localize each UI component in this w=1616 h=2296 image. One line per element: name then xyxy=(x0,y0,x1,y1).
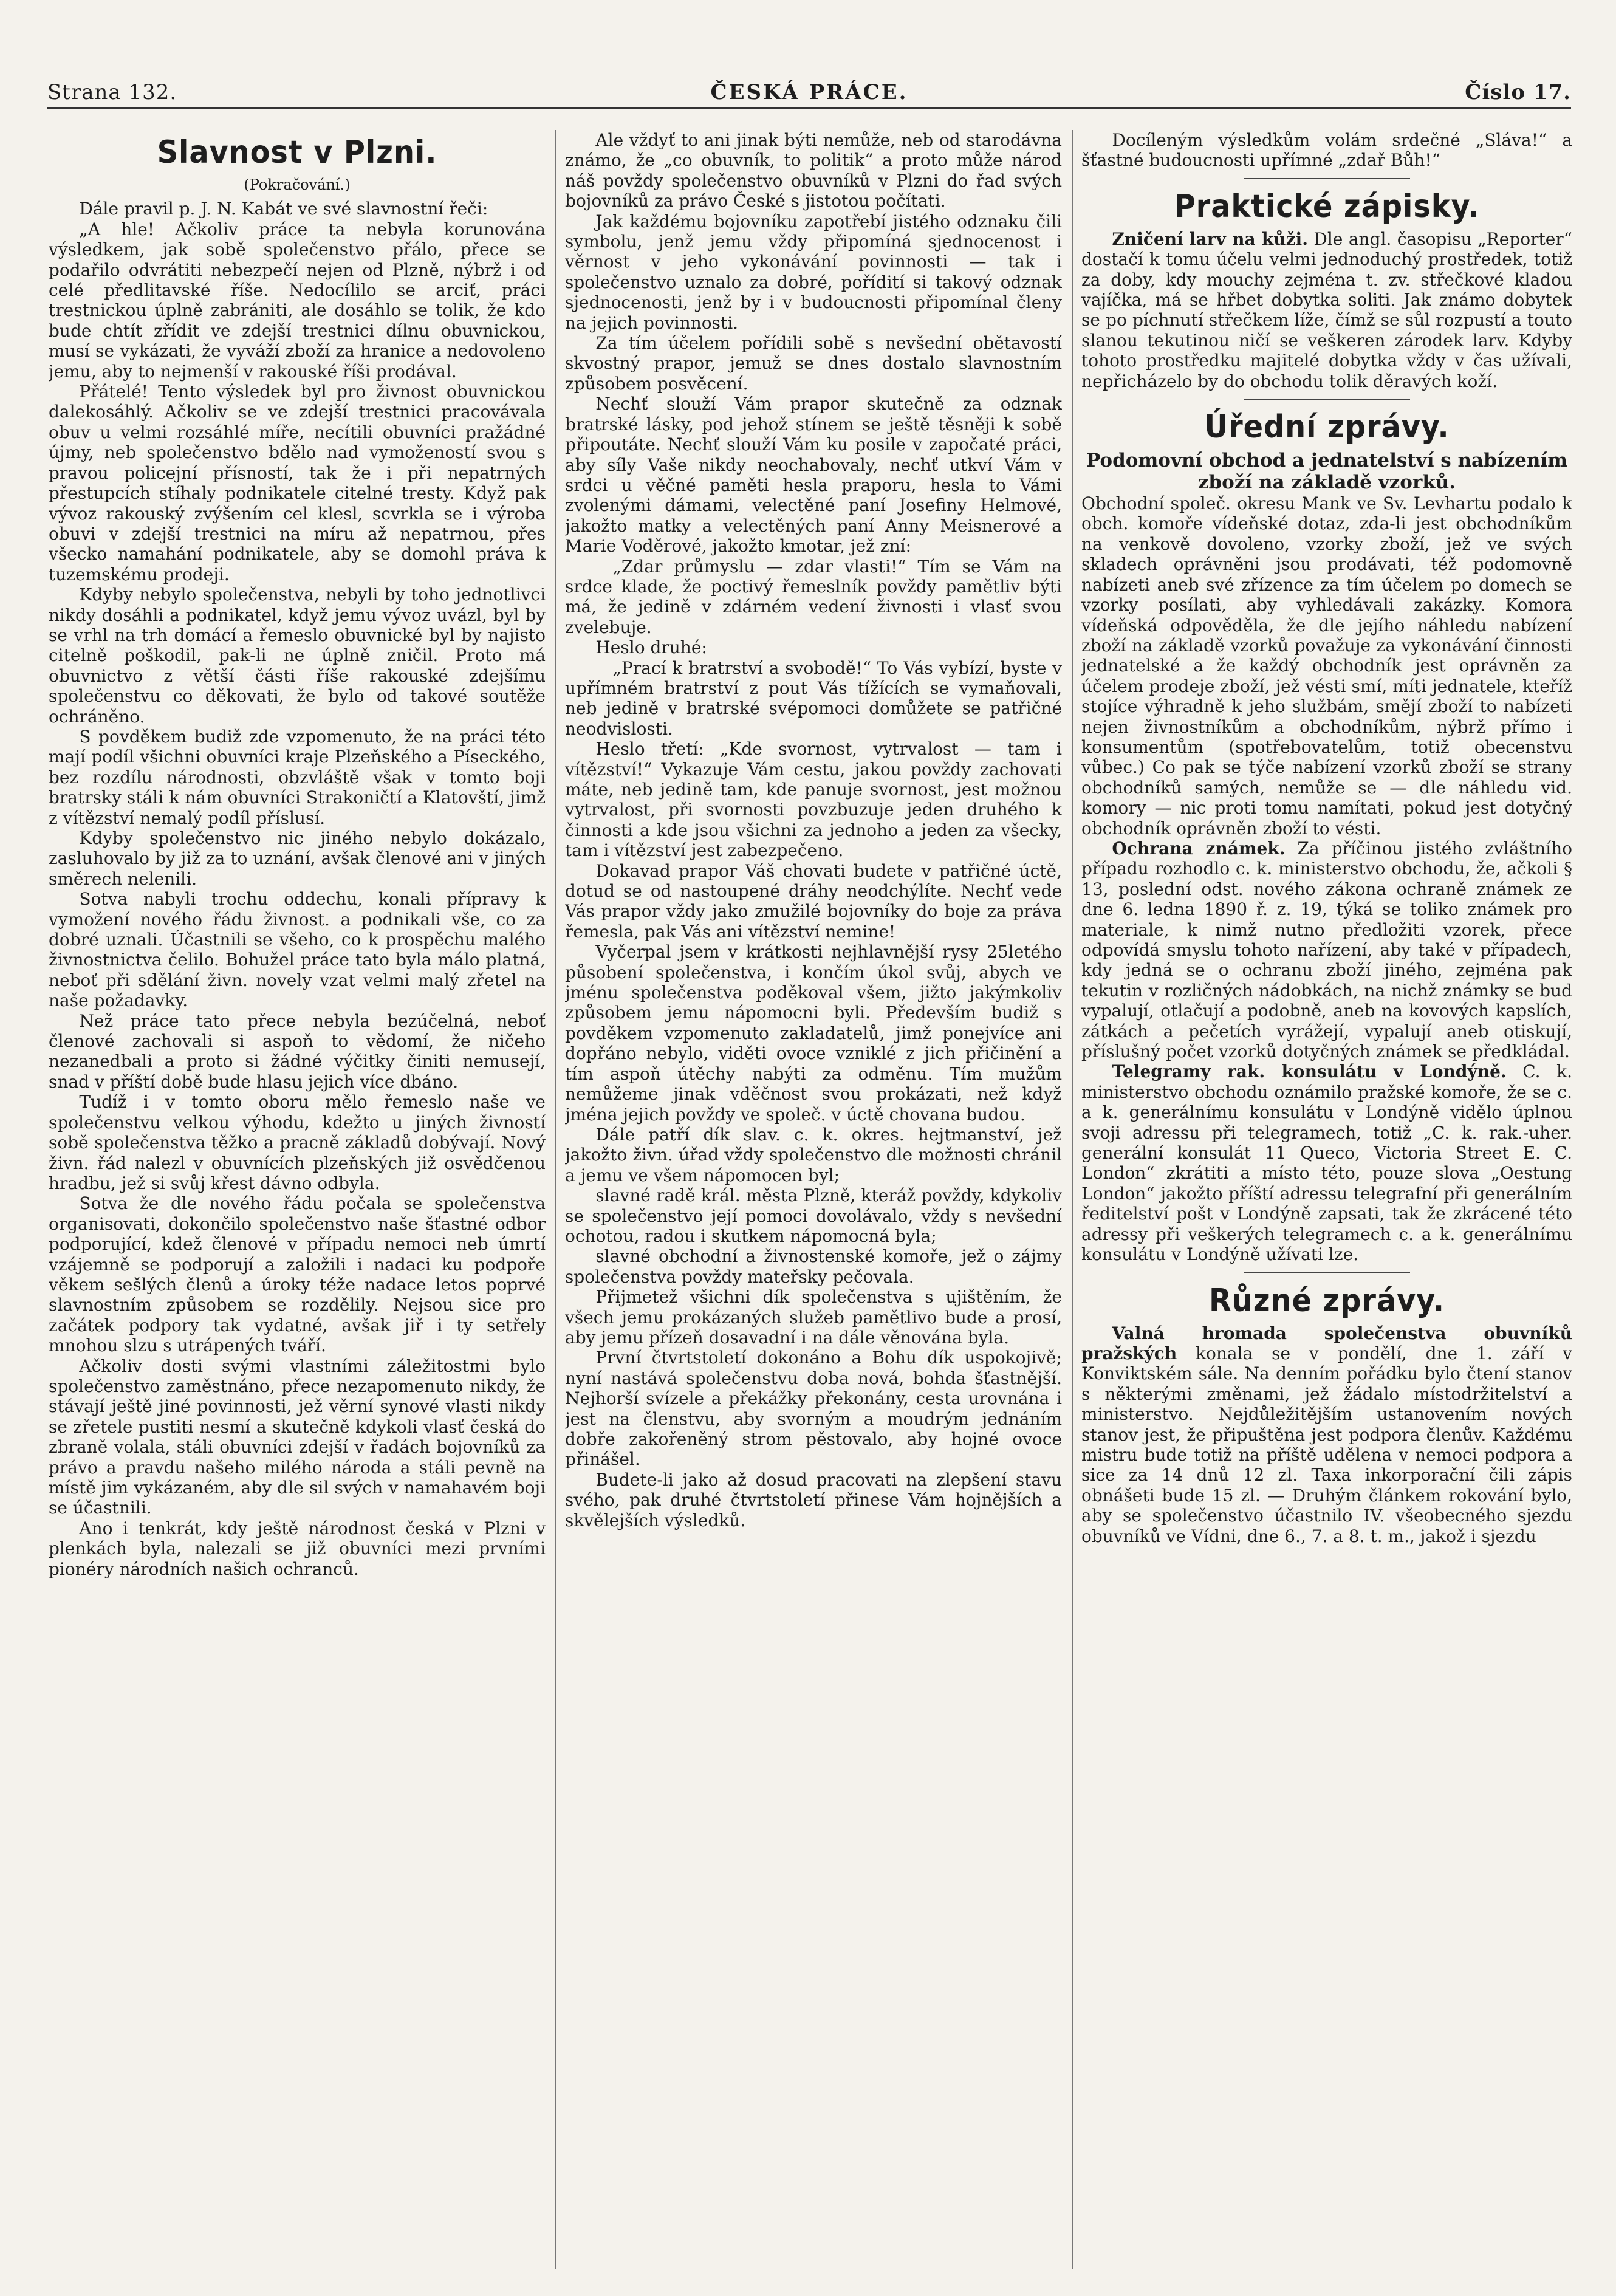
paragraph: Heslo třetí: „Kde svornost, vytrvalost — tam i vítězství!“ Vykazuje Vám cestu, jakou povždy zachovati máte, neb jedině tam, kde panuje svornost, jest možnou vytrvalost, při svornosti povzbuzuje jeden druhého k činnosti a kde jsou všichni za jednoho a jeden za všecky, tam i vítězství jest zabezpečeno. xyxy=(565,739,1062,861)
paragraph: Docíleným výsledkům volám srdečné „Sláva!“ a šťastné budoucnosti upřímné „zdař Bůh!“ xyxy=(1081,130,1572,171)
column-divider xyxy=(1072,130,1073,2269)
column-divider xyxy=(555,130,556,2269)
paragraph: Kdyby nebylo společenstva, nebyli by toho jednotlivci nikdy dosáhli a podnikatel, když jemu vývoz uvázl, byl by se vrhl na trh domácí a řemeslo obuvnické byl by najisto citelně poškodil, pak-li ne úplně zničil. Proto má obuvnictvo z větší části říše rakouské zdejšímu společenstvu co děkovati, že bylo od takové soutěže ochráněno. xyxy=(49,584,546,727)
paragraph: „Zdar průmyslu — zdar vlasti!“ Tím se Vám na srdce klade, že poctivý řemeslník povždy pamětliv býti má, že jedině v zdárném vedení živnosti i vlasť svou zvelebuje. xyxy=(565,556,1062,637)
section-divider xyxy=(1244,1272,1411,1273)
paragraph: Za tím účelem pořídili sobě s nevšední obětavostí skvostný prapor, jemuž se dnes dostalo slavnostním způsobem posvěcení. xyxy=(565,333,1062,394)
item-heading: Valná hromada společenstva obuvníků pražských xyxy=(1081,1323,1572,1363)
paragraph: Nechť slouží Vám prapor skutečně za odznak bratrské lásky, pod jehož stínem se ještě těsněji k sobě připoutáte. Nechť slouží Vám ku posile v započaté práci, aby síly Vaše nikdy neochabovaly, nechť utkví Vám v srdci u věčné paměti hesla praporu, hesla to Vámi zvolenými dámami, velectěné paní Josefiny Helmové, jakožto matky a velectěných paní Anny Meisnerové a Marie Voděrové, jakožto kmotar, jež zní: xyxy=(565,394,1062,557)
item-text: Dle angl. časopisu „Reporter“ dostačí k tomu účelu velmi jednoduchý prostředek, totiž za doby, kdy mouchy zejména t. zv. střečkové kladou vajíčka, má se hřbet dobytka soliti. Jak známo dobytek se po píchnutí střečkem líže, čímž se sůl rozpustí a touto slanou tekutinou ničí se veškeren zárodek larv. Kdyby tohoto prostředku majitelé dobytka vždy v čas užívali, nepřicházelo by do obchodu tolik děravých koží. xyxy=(1081,228,1572,391)
paragraph: Ale vždyť to ani jinak býti nemůže, neb od starodávna známo, že „co obuvník, to politik“ a proto může národ náš povždy společenstvo obuvníků v Plzni do řad svých bojovníků za právo České s jistotou počítati. xyxy=(565,130,1062,211)
item-heading: Podomovní obchod a jednatelství s nabízením zboží na základě vzorků. xyxy=(1086,450,1568,494)
paragraph: slavné radě král. města Plzně, kteráž povždy, kdykoliv se společenstvo její pomoci dovolávalo, vždy s nevšední ochotou, radou i skutkem nápomocná byla; xyxy=(565,1185,1062,1246)
issue-number: Číslo 17. xyxy=(1465,80,1571,105)
paragraph: Tudíž i v tomto oboru mělo řemeslo naše ve společenstvu velkou výhodu, kdežto u jiných živností sobě společenstva těžko a pracně základů dobývají. Nový živn. řád nalezl v obuvnících plzeňských již osvědčenou hradbu, jež si svůj křest dávno odbyla. xyxy=(49,1092,546,1193)
paragraph: Sotva nabyli trochu oddechu, konali přípravy k vymožení nového řádu živnost. a podnikali vše, co za dobré uznali. Účastnili se všeho, co k prospěchu malého živnostnictva čelilo. Bohužel práce tato byla málo platná, neboť při sdělání živn. novely vzat velmi malý zřetel na naše požadavky. xyxy=(49,889,546,1011)
column-2 xyxy=(565,130,1062,2281)
item-text: Za příčinou jistého zvláštního případu rozhodlo c. k. ministerstvo obchodu, že, ačkoli § 13, poslední odst. nového zákona ochraně známek ze dne 6. ledna 1890 ř. z. 19, týká se toliko známek pro materiale, k nimž nutno předložiti vzorek, přece odpovídá smyslu tohoto nařízení, aby také v případech, kdy jedná se o ochranu zboží jiného, zejména pak tekutin v rozličných nádobkách, na nichž známky se buď vypalují, otlačují a podobně, aneb na kovových kapslích, zátkách a pečetích vyrážejí, vypalují aneb otiskují, příslušný počet vzorků dotyčných známek se předkládal. xyxy=(1081,838,1572,1062)
section-divider xyxy=(1244,399,1411,400)
paragraph: Budete-li jako až dosud pracovati na zlepšení stavu svého, pak druhé čtvrtstoletí přinese Vám hojnějších a skvělejších výsledků. xyxy=(565,1469,1062,1530)
item-heading: Ochrana známek. xyxy=(1112,838,1286,858)
newspaper-title: ČESKÁ PRÁCE. xyxy=(710,80,908,105)
paragraph: „A hle! Ačkoliv práce ta nebyla korunována výsledkem, jak sobě společenstvo přálo, přece se podařilo odvrátiti nebezpečí nejen od Plzně, nýbrž i od celé předlitavské říše. Nedocílilo se arciť, práci trestnickou úplně zabrániti, ale dosáhlo se tolik, že kdo bude chtít zřídit ve zdejší trestnici dílnu obuvnickou, musí se vykázati, že vyváží zboží za hranice a nedovoleno jemu, aby to nejmenší v rakouské říši prodával. xyxy=(49,219,546,382)
paragraph: Obchodní společ. okresu Mank ve Sv. Levhartu podalo k obch. komoře vídeňské dotaz, zda-li jest obchodníkům na venkově dovoleno, vzorky zboží, jež ve svých skladech oprávněni jsou prodávati, též podomovně nabízeti aneb své zřízence za tím účelem po domech se vzorky posílati, aby vyhledávali zakázky. Komora vídeňská odpověděla, že dle jejího náhledu nabízení zboží na základě vzorků považuje za vykonávání činnosti jednatelské a že každý obchodník jest oprávněn za účelem prodeje zboží, jež vésti smí, míti jednatele, kteříž stojíce výhradně k jeho službám, smějí zboží to nabízeti nejen živnostníkům a obchodníkům, nýbrž přímo i konsumentům (spotřebovatelům, totiž obecenstvu vůbec.) Co pak se týče nabízení vzorků zboží se strany obchodníků samých, nemůže se — dle náhledu vid. komory — nic proti tomu namítati, pokud jest dotyčný obchodník oprávněn zboží to vésti. xyxy=(1081,493,1572,838)
paragraph: První čtvrtstoletí dokonáno a Bohu dík uspokojivě; nyní nastává společenstvu doba nová, bohda šťastnější. Nejhorší svízele a překážky překonány, cesta urovnána i jest na členstvu, aby svorným a moudrým jednáním dobře zakořeněný strom pěstovalo, aby hojné ovoce přinášel. xyxy=(565,1348,1062,1470)
paragraph: Vyčerpal jsem v krátkosti nejhlavnější rysy 25letého působení společenstva, i končím úkol svůj, abych ve jménu společenstva poděkoval všem, jižto jakýmkoliv způsobem jemu nápomocni byli. Především budiž s povděkem vzpomenuto zakladatelů, jimž ponejvíce ani dopřáno nebylo, viděti ovoce vzniklé z jich přičinění a tím aspoň útěchy nabýti za odměnu. Tím mužům nemůžeme jinak vděčnost svou prokázati, než když jména jejich povždy ve společ. v úctě chovana budou. xyxy=(565,942,1062,1125)
paragraph: Kdyby společenstvo nic jiného nebylo dokázalo, zasluhovalo by již za to uznání, avšak členové ani v jiných směrech nelenili. xyxy=(49,828,546,889)
paragraph: Sotva že dle nového řádu počala se společenstva organisovati, dokončilo společenstvo naše šťastné odbor podporující, kdež členové v případu nemoci neb úmrtí vzájemně se podporují a založili i nadaci ku podpoře věkem sešlých členů a úroky téže nadace letos poprvé slavnostním způsobem se rozdělily. Nejsou sice pro začátek podpory tak vydatné, avšak jiř i ty setřely mnohou slzu s utrápených tváří. xyxy=(49,1193,546,1356)
section-title-prakticke: Praktické zápisky. xyxy=(1174,188,1480,225)
page-header xyxy=(47,78,1571,114)
item-text: C. k. ministerstvo obchodu oznámilo pražské komoře, že se c. a k. generálnímu konsulátu v Londýně vidělo úplnou svoji adressu při telegramech, totiž „C. k. rak.-uher. generální konsulát 11 Queco, Victoria Street E. C. London“ zkrátiti a místo této, pouze slova „Oestung London“ jakožto příští adressu telegrafní při generálním ředitelství pošt v Londýně zapsati, tak že zkrácené této adressy při veškerých telegramech c. a k. generálnímu konsulátu v Londýně užívati lze. xyxy=(1081,1061,1572,1265)
column-3 xyxy=(1081,130,1572,2281)
page-number: Strana 132. xyxy=(47,80,177,105)
paragraph: Dále pravil p. J. N. Kabát ve své slavnostní řeči: xyxy=(79,199,488,219)
paragraph: Dokavad prapor Váš chovati budete v patřičné úctě, dotud se od nastoupené dráhy neodchýlíte. Nechť vede Vás prapor vždy jako zmužilé bojovníky do boje za práva řemesla, pak Vás ani vítězství nemine! xyxy=(565,860,1062,942)
article-continued-note: (Pokračování.) xyxy=(244,176,351,193)
paragraph: Jak každému bojovníku zapotřebí jistého odznaku čili symbolu, jenž jemu vždy připomíná sjednocenost i věrnost v jeho vykonávání povinnosti — tak i společenstvo uznalo za dobré, pořídití si takový odznak sjednocenosti, jenž by i v budoucnosti připomínal členy na jejich povinnosti. xyxy=(565,211,1062,333)
paragraph: slavné obchodní a živnostenské komoře, jež o zájmy společenstva povždy mateřsky pečovala. xyxy=(565,1246,1062,1287)
article-title: Slavnost v Plzni. xyxy=(157,134,437,171)
section-divider xyxy=(1244,178,1411,179)
paragraph: Heslo druhé: xyxy=(595,637,707,658)
item-text: konala se v pondělí, dne 1. září v Konviktském sále. Na denním pořádku bylo čtení stanov s některými změnami, jež žádalo místodržitelství a ministerstvo. Nejdůležitějším ustanovením nových stanov jest, že připuštěna jest podpora členův. Každému mistru bude totiž na příště udělena v nemoci podpora a sice za 14 dnů 12 zl. Taxa inkorporační čili zápis obnášeti bude 15 zl. — Druhým článkem rokování bylo, aby se společenstvo účastnilo IV. všeobecného sjezdu obuvníků ve Vídni, dne 6., 7. a 8. t. m., jakož i sjezdu xyxy=(1081,1343,1572,1546)
section-title-ruzne: Různé zprávy. xyxy=(1209,1282,1445,1319)
paragraph: Přijmetež všichni dík společenstva s ujištěním, že všech jemu prokázaných služeb pamětlivo bude a prosí, aby jemu přízeň dosavadní i na dále věnována byla. xyxy=(565,1287,1062,1348)
paragraph: „Prací k bratrství a svobodě!“ To Vás vybízí, byste v upřímném bratrství z pout Vás tížících se vymaňovali, neb jedině v bratrské svépomoci domůžete se patřičné neodvislosti. xyxy=(565,657,1062,739)
header-rule xyxy=(47,107,1571,109)
item-heading: Zničení larv na kůži. xyxy=(1112,228,1308,249)
paragraph: Než práce tato přece nebyla bezúčelná, neboť členové zachovali si aspoň to vědomí, že ničeho nezanedbali a proto si žádné výčitky činiti nemusejí, snad v příští době bude hlasu jejich více dbáno. xyxy=(49,1010,546,1092)
paragraph: Přátelé! Tento výsledek byl pro živnost obuvnickou dalekosáhlý. Ačkoliv se ve zdejší trestnici pracovávala obuv u velmi rozsáhlé míře, necítili obuvníci pražádné újmy, neb společenstvo bdělo nad vymožeností svou s pravou policejní přísností, tak že i při nepatrných přestupcích stíhaly podnikatele citelné tresty. Když pak vývoz rakouský zvýšením cel klesl, scvrkla se i výroba obuvi v zdejší trestnici na míru až nepatrnou, přes všecko namahání podnikatele, aby se domohl práva k tuzemskému prodeji. xyxy=(49,382,546,584)
paragraph: S povděkem budiž zde vzpomenuto, že na práci této mají podíl všichni obuvníci kraje Plzeňského a Píseckého, bez rozdílu národnosti, obzvláště však v tomto boji bratrsky stáli k nám obuvníci Strakoničtí a Klatovští, jimž z vítězství nemalý podíl příslusí. xyxy=(49,726,546,828)
paragraph: Ano i tenkrát, kdy ještě národnost česká v Plzni v plenkách byla, nalezali se již obuvníci mezi prvními pionéry národních našich ochranců. xyxy=(49,1518,546,1579)
section-title-uredni: Úřední zprávy. xyxy=(1204,409,1450,446)
column-1 xyxy=(49,130,546,2281)
paragraph: Dále patří dík slav. c. k. okres. hejtmanství, jež jakožto živn. úřad vždy společenstvo dle možnosti chránil a jemu ve všem nápomocen byl; xyxy=(565,1124,1062,1185)
item-heading: Telegramy rak. konsulátu v Londýně. xyxy=(1112,1061,1507,1082)
paragraph: Ačkoliv dosti svými vlastními záležitostmi bylo společenstvo zaměstnáno, přece nezapomenuto nikdy, že stávají ještě jiné povinnosti, jež věrní synové vlasti nikdy se zřetele pustiti nesmí a skutečně kdykoli vlasť česká do zbraně volala, stáli obuvníci zdejší v řadách bojovníků za právo a pravdu našeho milého národa a stáli pevně na místě jim vykázaném, aby dle sil svých v namahavém boji se účastnili. xyxy=(49,1355,546,1518)
